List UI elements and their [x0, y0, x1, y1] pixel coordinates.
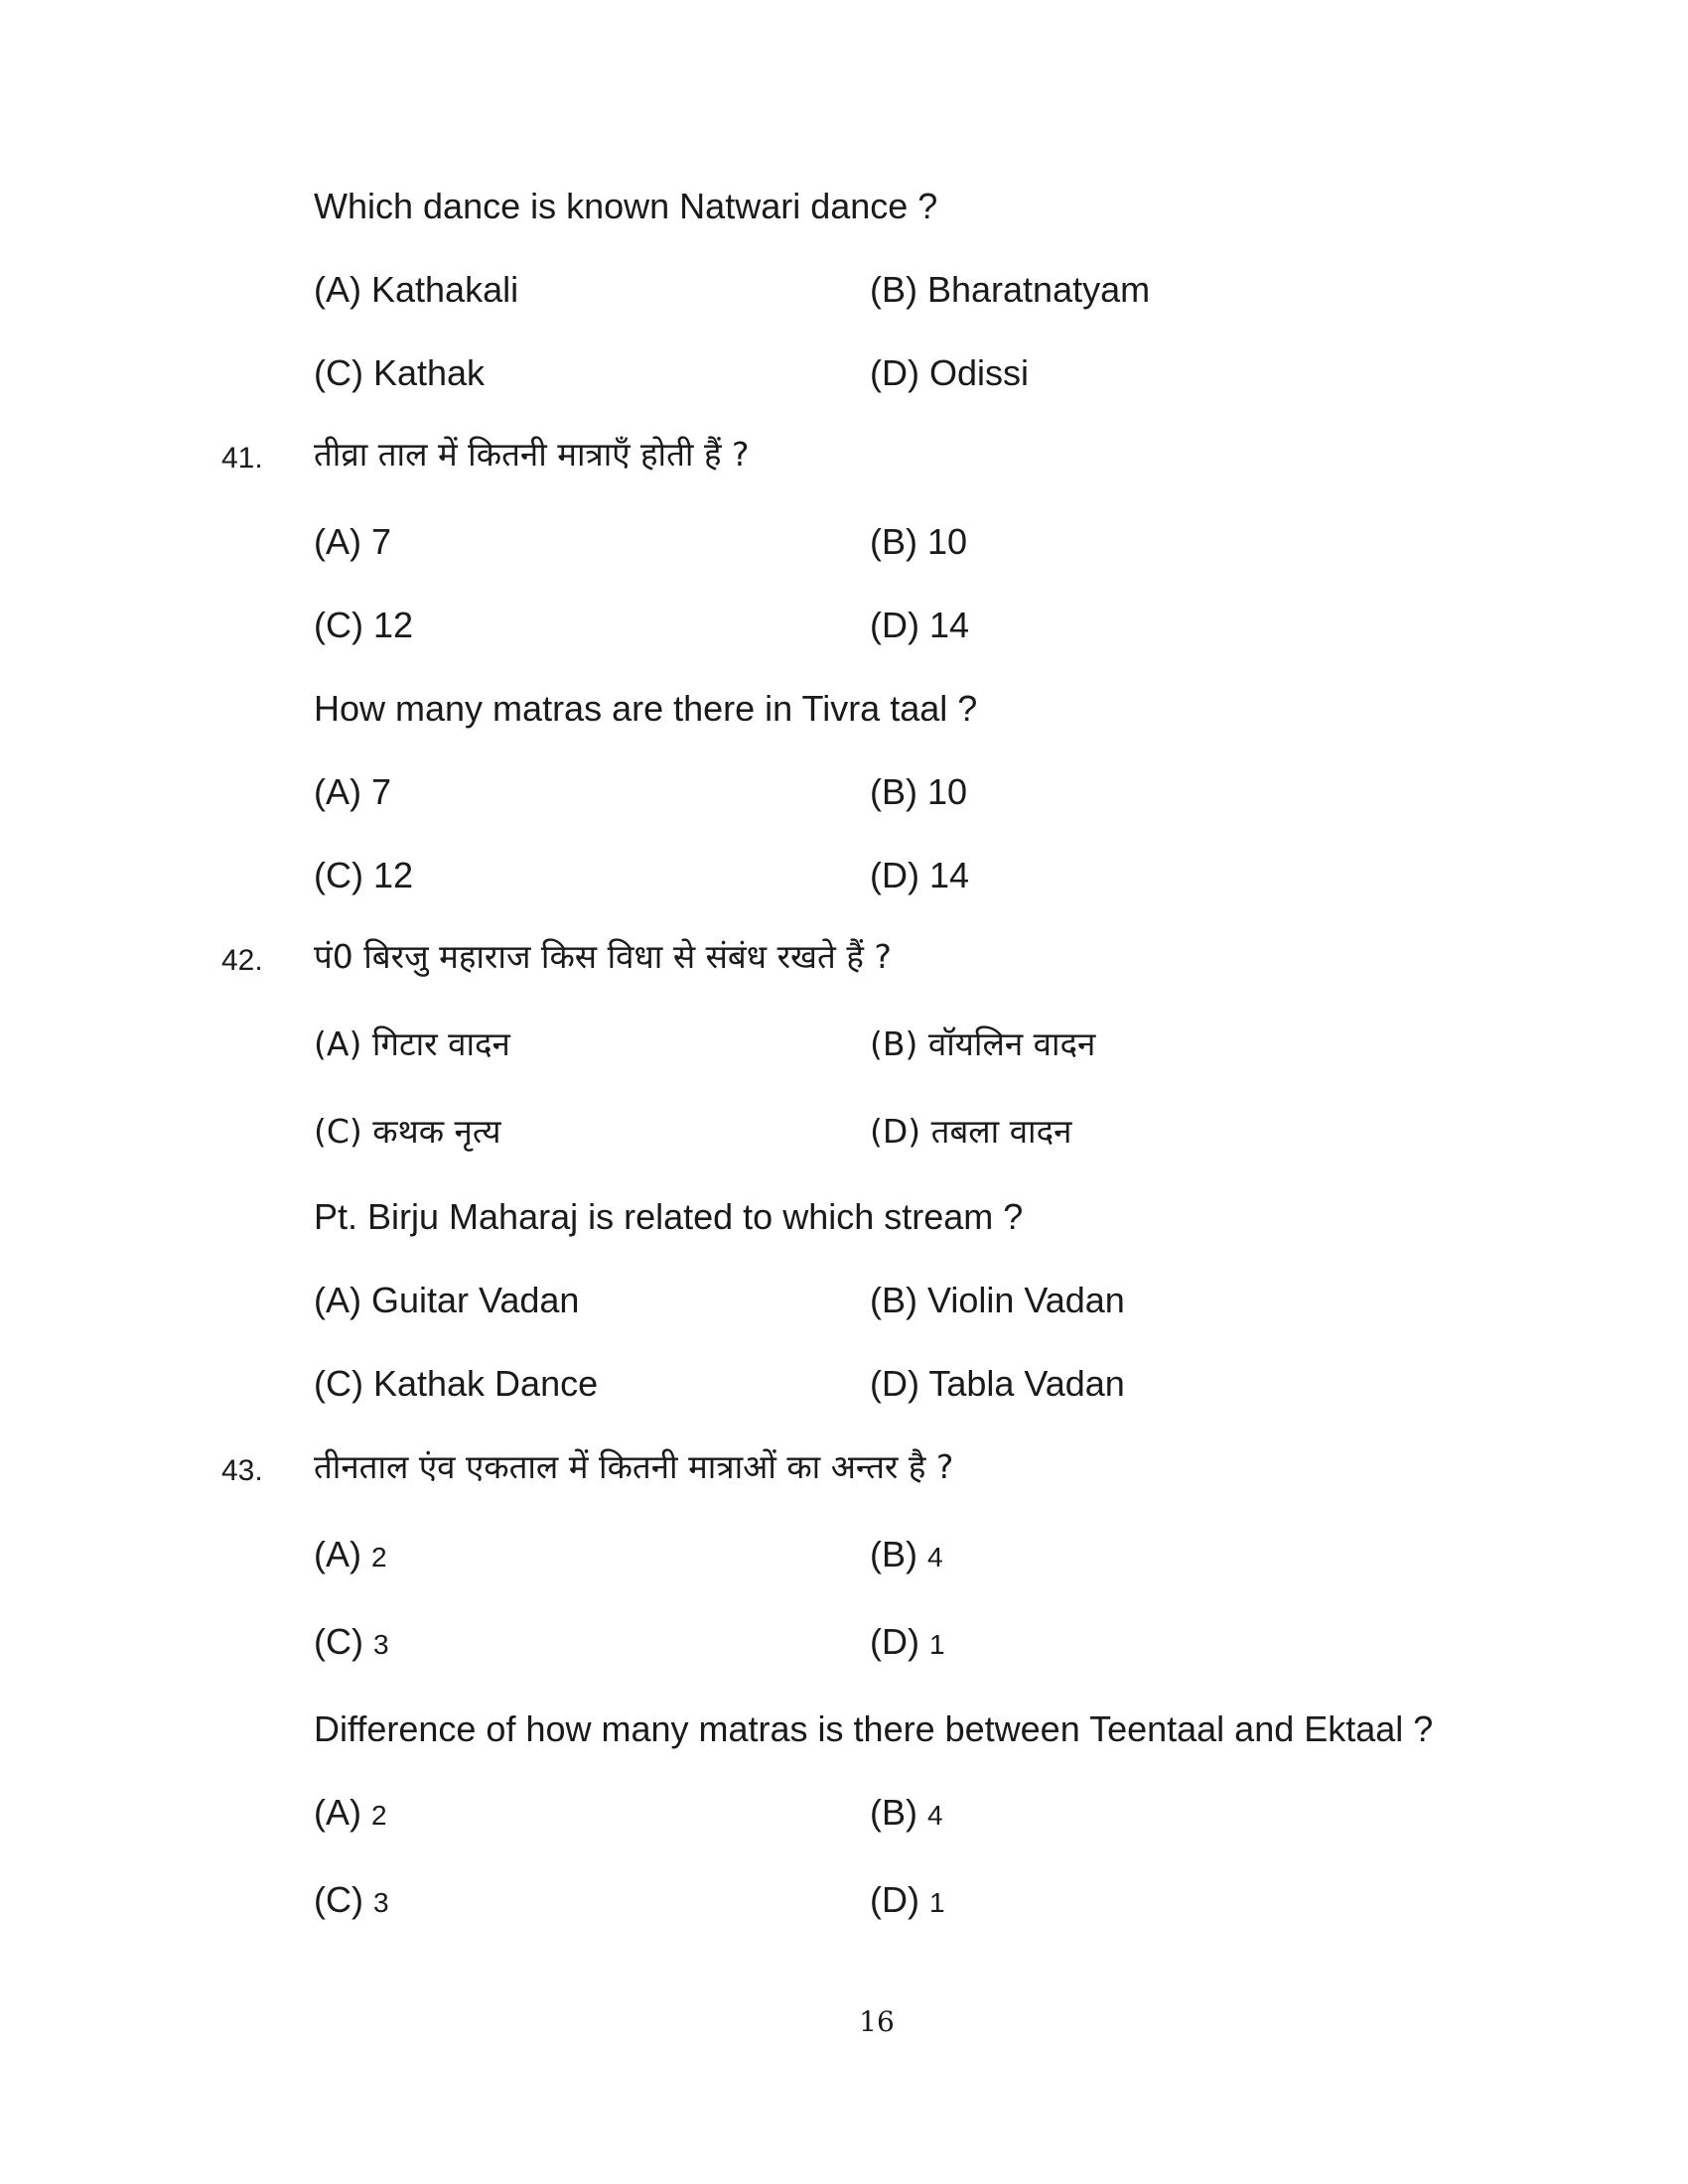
- option-value: 2: [371, 1800, 387, 1831]
- option-label: (C): [314, 1879, 363, 1920]
- q43-en-question: Difference of how many matras is there between Teentaal and Ektaal ?: [314, 1708, 1434, 1749]
- q40-en-option-a: (A) Kathakali: [314, 269, 519, 310]
- option-label: (D): [870, 1621, 919, 1662]
- option-label: (B): [870, 1792, 917, 1833]
- q41-hi-option-c: (C) 12: [314, 605, 414, 645]
- q40-en-option-d: (D) Odissi: [870, 352, 1029, 393]
- option-value: 3: [373, 1629, 389, 1660]
- q41-number: 41.: [221, 442, 263, 475]
- q42-en-option-a: (A) Guitar Vadan: [314, 1280, 580, 1320]
- q41-hi-question: तीव्रा ताल में कितनी मात्राएँ होती हैं ?: [314, 435, 750, 474]
- q42-hi-option-b: (B) वॉयलिन वादन: [870, 1024, 1096, 1063]
- q42-hi-option-c: (C) कथक नृत्य: [314, 1112, 501, 1151]
- q42-en-option-d: (D) Tabla Vadan: [870, 1363, 1125, 1404]
- option-value: 3: [373, 1887, 389, 1918]
- option-label: (D): [870, 1879, 919, 1920]
- q43-en-option-a: [314, 1791, 387, 1838]
- option-value: 1: [929, 1887, 945, 1918]
- option-value: 1: [929, 1629, 945, 1660]
- q41-en-question: How many matras are there in Tivra taal ?: [314, 688, 978, 729]
- q43-hi-option-d: [870, 1620, 945, 1667]
- q42-hi-option-d: (D) तबला वादन: [870, 1112, 1072, 1151]
- q43-hi-option-c: [314, 1620, 389, 1667]
- q41-en-option-d: (D) 14: [870, 855, 970, 895]
- q41-hi-option-d: (D) 14: [870, 605, 970, 645]
- q41-hi-option-b: (B) 10: [870, 521, 968, 562]
- q43-en-option-b: [870, 1791, 943, 1838]
- q42-en-question: Pt. Birju Maharaj is related to which stream ?: [314, 1196, 1024, 1237]
- q41-en-option-b: (B) 10: [870, 771, 968, 812]
- option-value: 4: [927, 1542, 943, 1572]
- q43-hi-option-b: [870, 1533, 943, 1579]
- q42-hi-question: पं0 बिरजु महाराज किस विधा से संबंध रखते हैं ?: [314, 937, 892, 976]
- option-label: (A): [314, 1534, 361, 1574]
- q40-en-option-b: (B) Bharatnatyam: [870, 269, 1151, 310]
- option-label: (C): [314, 1621, 363, 1662]
- q42-en-option-c: (C) Kathak Dance: [314, 1363, 599, 1404]
- option-value: 4: [927, 1800, 943, 1831]
- q43-number: 43.: [221, 1454, 263, 1487]
- q43-en-option-d: [870, 1878, 945, 1925]
- q42-en-option-b: (B) Violin Vadan: [870, 1280, 1125, 1320]
- q43-en-option-c: [314, 1878, 389, 1925]
- page-number: 16: [859, 2005, 895, 2038]
- q42-hi-option-a: (A) गिटार वादन: [314, 1024, 510, 1063]
- q43-hi-question: तीनताल एंव एकताल में कितनी मात्राओं का अन्तर है ?: [314, 1447, 954, 1486]
- option-label: (B): [870, 1534, 917, 1574]
- option-value: 2: [371, 1542, 387, 1572]
- q40-en-question: Which dance is known Natwari dance ?: [314, 186, 938, 226]
- q41-hi-option-a: (A) 7: [314, 521, 392, 562]
- q41-en-option-a: (A) 7: [314, 771, 392, 812]
- q41-en-option-c: (C) 12: [314, 855, 414, 895]
- q42-number: 42.: [221, 944, 263, 977]
- option-label: (A): [314, 1792, 361, 1833]
- q43-hi-option-a: [314, 1533, 387, 1579]
- q40-en-option-c: (C) Kathak: [314, 352, 486, 393]
